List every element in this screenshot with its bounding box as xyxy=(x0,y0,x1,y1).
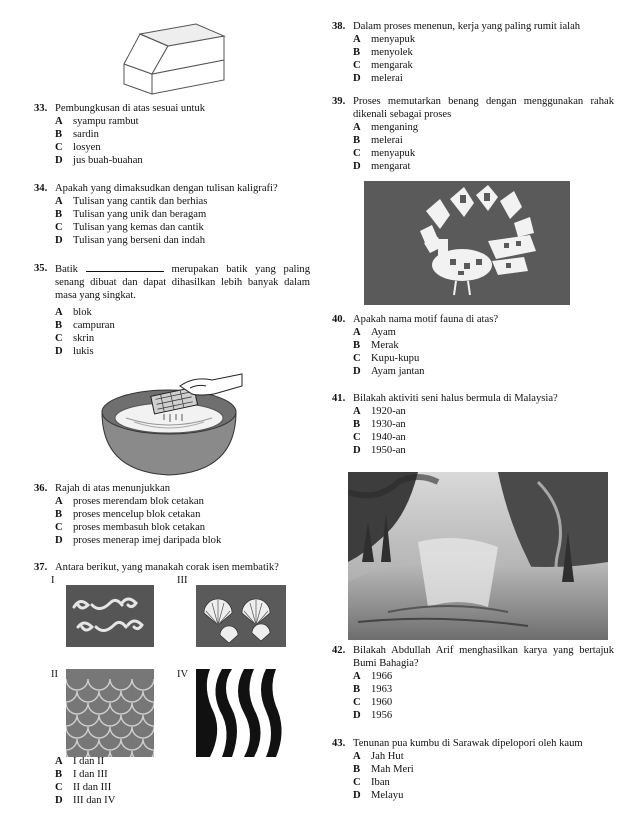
block-dipping-figure xyxy=(94,372,244,477)
question-37 xyxy=(34,561,314,574)
option-c[interactable]: C proses membasuh blok cetakan xyxy=(55,522,206,533)
option-d[interactable]: D proses menerap imej daripada blok xyxy=(55,535,222,546)
option-a[interactable]: A menganing xyxy=(353,122,419,133)
question-text: Batik merupakan batik yang paling senang dibuat dan dapat dihasilkan lebih banyak dalam masa yang singkat. xyxy=(55,264,310,301)
question-text: Antara berikut, yang manakah corak isen membatik? xyxy=(55,562,279,573)
question-text: Rajah di atas menunjukkan xyxy=(55,483,171,494)
option-d[interactable]: D jus buah-buahan xyxy=(55,155,143,166)
option-b[interactable]: B sardin xyxy=(55,129,99,140)
option-d[interactable]: D Melayu xyxy=(353,790,404,801)
question-number: 39. xyxy=(332,96,346,107)
answer-blank xyxy=(86,262,164,272)
question-number: 40. xyxy=(332,314,346,325)
option-c[interactable]: C menyapuk xyxy=(353,148,416,159)
question-42 xyxy=(332,644,614,722)
option-a[interactable]: A menyapuk xyxy=(353,34,416,45)
option-d[interactable]: D lukis xyxy=(55,346,94,357)
question-number: 33. xyxy=(34,103,48,114)
option-a[interactable]: A Jah Hut xyxy=(353,751,404,762)
question-number: 36. xyxy=(34,483,48,494)
question-40 xyxy=(332,313,614,378)
option-b[interactable]: B menyolek xyxy=(353,47,413,58)
question-number: 37. xyxy=(34,562,48,573)
option-d[interactable]: D 1950-an xyxy=(353,445,406,456)
option-a[interactable]: A 1920-an xyxy=(353,406,406,417)
pattern-i-swirl xyxy=(66,585,154,647)
question-number: 35. xyxy=(34,263,48,274)
question-number: 38. xyxy=(332,21,346,32)
pattern-iv-stripes xyxy=(196,669,286,757)
option-c[interactable]: C losyen xyxy=(55,142,101,153)
option-b[interactable]: B proses mencelup blok cetakan xyxy=(55,509,201,520)
question-39 xyxy=(332,95,614,173)
question-36 xyxy=(34,482,304,547)
option-b[interactable]: B Merak xyxy=(353,340,399,351)
option-d[interactable]: D Ayam jantan xyxy=(353,366,425,377)
question-43 xyxy=(332,737,614,802)
option-c[interactable]: C II dan III xyxy=(55,782,112,793)
option-b[interactable]: B campuran xyxy=(55,320,115,331)
option-a[interactable]: A blok xyxy=(55,307,92,318)
option-b[interactable]: B Mah Meri xyxy=(353,764,414,775)
label-roman-iv: IV xyxy=(177,669,189,680)
option-d[interactable]: D melerai xyxy=(353,73,403,84)
option-b[interactable]: B Tulisan yang unik dan beragam xyxy=(55,209,207,220)
option-b[interactable]: B 1963 xyxy=(353,684,393,695)
question-text: Apakah nama motif fauna di atas? xyxy=(353,314,499,325)
pattern-iii-fans xyxy=(196,585,286,647)
option-d[interactable]: D Tulisan yang berseni dan indah xyxy=(55,235,206,246)
option-c[interactable]: C Kupu-kupu xyxy=(353,353,420,364)
option-a[interactable]: A proses merendam blok cetakan xyxy=(55,496,204,507)
question-number: 41. xyxy=(332,393,346,404)
option-c[interactable]: C 1940-an xyxy=(353,432,406,443)
label-roman-iii: III xyxy=(177,575,188,586)
option-c[interactable]: C Iban xyxy=(353,777,390,788)
option-c[interactable]: C skrin xyxy=(55,333,95,344)
question-35 xyxy=(34,262,310,358)
question-text: Bilakah Abdullah Arif menghasilkan karya yang bertajuk Bumi Bahagia? xyxy=(353,645,614,669)
option-c[interactable]: C mengarak xyxy=(353,60,413,71)
question-text: Proses memutarkan benang dengan menggunakan rahak dikenali sebagai proses xyxy=(353,96,614,120)
option-c[interactable]: C Tulisan yang kemas dan cantik xyxy=(55,222,204,233)
option-d[interactable]: D III dan IV xyxy=(55,795,116,806)
option-d[interactable]: D 1956 xyxy=(353,710,393,721)
option-a[interactable]: A syampu rambut xyxy=(55,116,139,127)
question-text: Pembungkusan di atas sesuai untuk xyxy=(55,103,206,114)
option-a[interactable]: A Tulisan yang cantik dan berhias xyxy=(55,196,208,207)
question-41 xyxy=(332,392,614,457)
question-number: 34. xyxy=(34,183,48,194)
option-a[interactable]: A I dan II xyxy=(55,756,105,767)
question-text: Tenunan pua kumbu di Sarawak dipelopori oleh kaum xyxy=(353,738,583,749)
option-c[interactable]: C 1960 xyxy=(353,697,393,708)
option-b[interactable]: B 1930-an xyxy=(353,419,406,430)
question-34 xyxy=(34,182,304,247)
option-a[interactable]: A 1966 xyxy=(353,671,393,682)
option-d[interactable]: D mengarat xyxy=(353,161,411,172)
box-packaging-figure xyxy=(112,16,232,96)
option-b[interactable]: B melerai xyxy=(353,135,403,146)
label-roman-ii: II xyxy=(51,669,58,680)
option-b[interactable]: B I dan III xyxy=(55,769,108,780)
peacock-motif-figure xyxy=(364,181,570,305)
pattern-ii-scales xyxy=(66,669,154,757)
question-number: 42. xyxy=(332,645,346,656)
label-roman-i: I xyxy=(51,575,55,586)
option-a[interactable]: A Ayam xyxy=(353,327,396,338)
landscape-painting-figure xyxy=(348,472,608,640)
question-number: 43. xyxy=(332,738,346,749)
question-text: Bilakah aktiviti seni halus bermula di Malaysia? xyxy=(353,393,558,404)
question-38 xyxy=(332,20,614,85)
question-37-options xyxy=(34,755,304,807)
question-text: Apakah yang dimaksudkan dengan tulisan kaligrafi? xyxy=(55,183,278,194)
question-33 xyxy=(34,102,304,167)
question-text: Dalam proses menenun, kerja yang paling rumit ialah xyxy=(353,21,581,32)
